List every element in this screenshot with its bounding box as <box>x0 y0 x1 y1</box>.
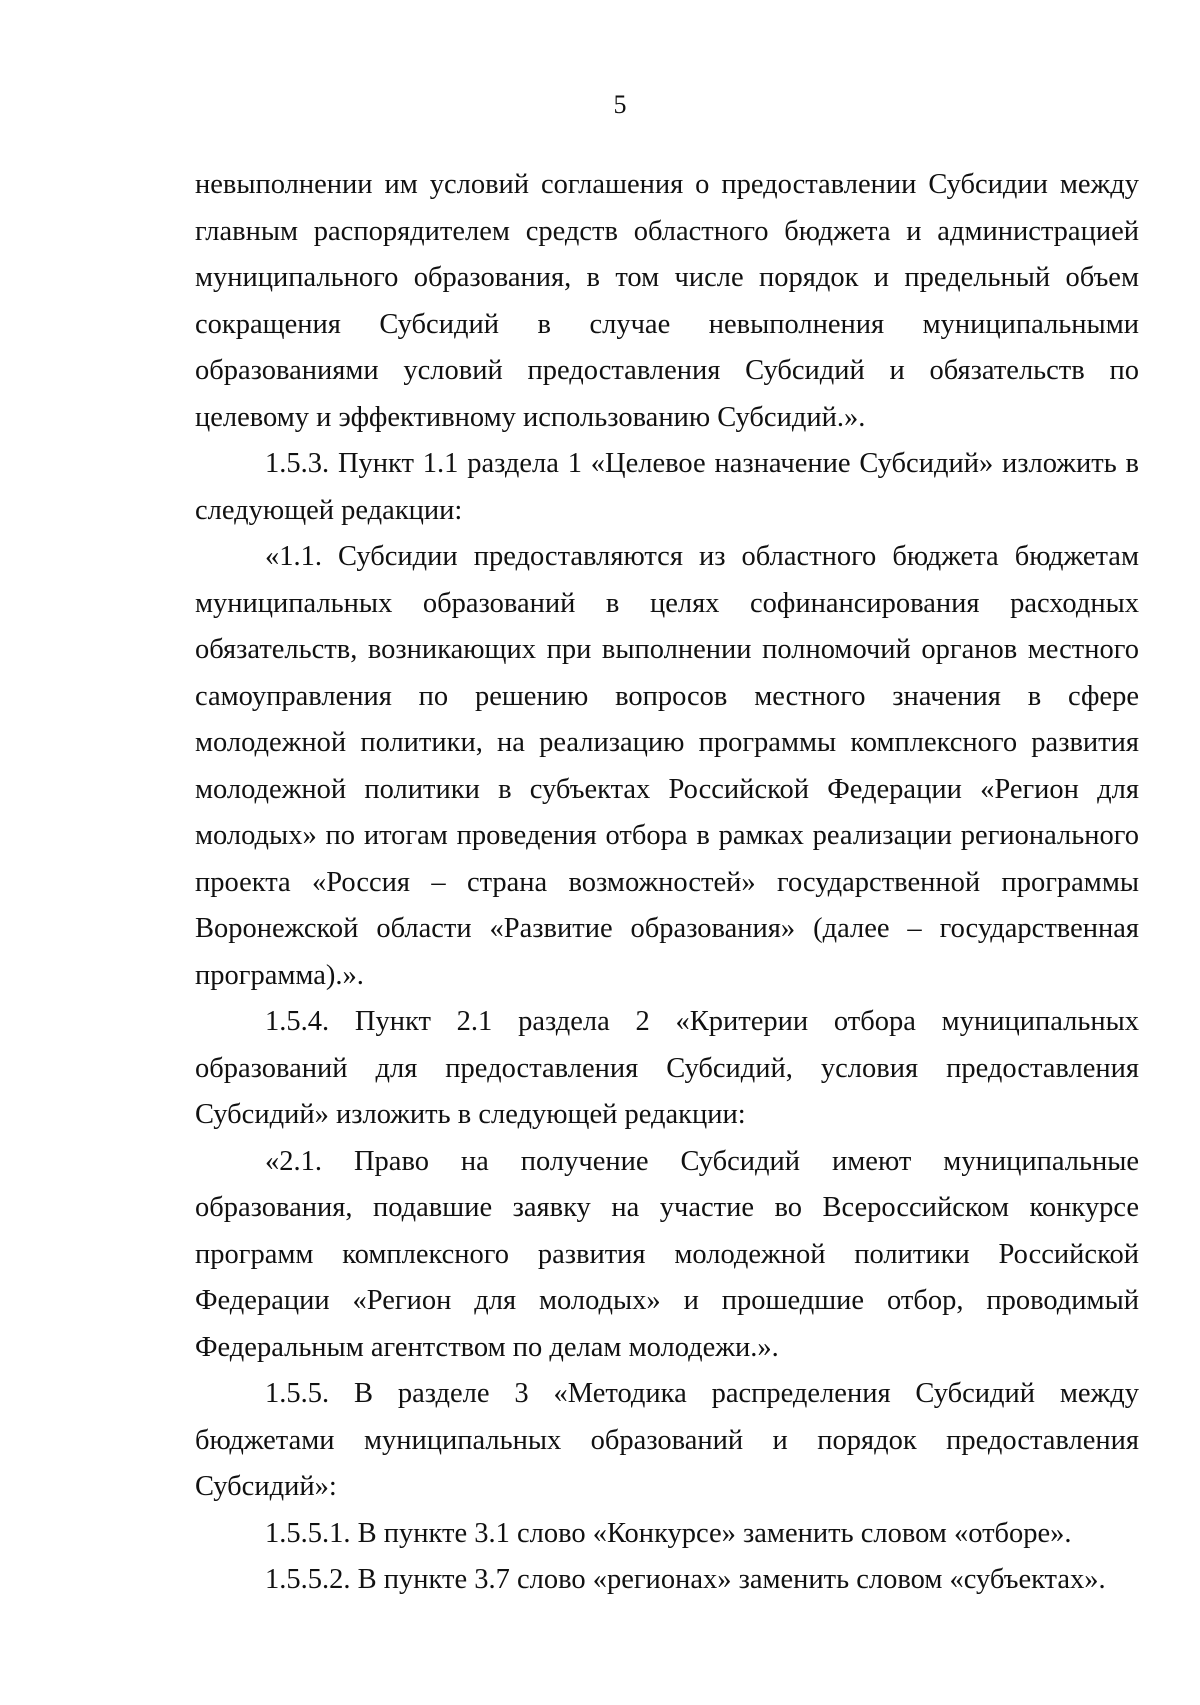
paragraph-quote-1-1: «1.1. Субсидии предоставляются из областного бюджета бюджетам муниципальных образований в целях софинансирования расходных обязательств, возникающих при выполнении полномочий органов местного самоуправления по решению вопросов местного значения в сфере молодежной политики, на реализацию программы комплексного развития молодежной политики в субъектах Российской Федерации «Регион для молодых» по итогам проведения отбора в рамках реализации регионального проекта «Россия – страна возможностей» государственной программы Воронежской области «Развитие образования» (далее – государственная программа).». <box>195 541 1139 991</box>
paragraph-1-5-5: 1.5.5. В разделе 3 «Методика распределения Субсидий между бюджетами муниципальных образований и порядок предоставления Субсидий»: <box>195 1378 1139 1502</box>
paragraph-1-5-4: 1.5.4. Пункт 2.1 раздела 2 «Критерии отбора муниципальных образований для предоставления Субсидий, условия предоставления Субсидий» изложить в следующей редакции: <box>195 1006 1139 1130</box>
paragraph-quote-2-1: «2.1. Право на получение Субсидий имеют муниципальные образования, подавшие заявку на участие во Всероссийском конкурсе программ комплексного развития молодежной политики Российской Федерации «Регион для молодых» и прошедшие отбор, проводимый Федеральным агентством по делам молодежи.». <box>195 1145 1139 1363</box>
paragraph-1-5-3: 1.5.3. Пункт 1.1 раздела 1 «Целевое назначение Субсидий» изложить в следующей редакции: <box>195 448 1139 526</box>
paragraph-1-5-5-1: 1.5.5.1. В пункте 3.1 слово «Конкурсе» заменить словом «отборе». <box>265 1517 1072 1549</box>
page-number: 5 <box>613 90 627 119</box>
paragraph-1-5-5-2: 1.5.5.2. В пункте 3.7 слово «регионах» заменить словом «субъектах». <box>265 1564 1106 1595</box>
document-body <box>195 162 1139 1604</box>
paragraph-continuation: невыполнении им условий соглашения о предоставлении Субсидии между главным распорядителем средств областного бюджета и администрацией муниципального образования, в том числе порядок и предельный объем сокращения Субсидий в случае невыполнения муниципальными образованиями условий предоставления Субсидий и обязательств по целевому и эффективному использованию Субсидий.». <box>195 169 1139 433</box>
